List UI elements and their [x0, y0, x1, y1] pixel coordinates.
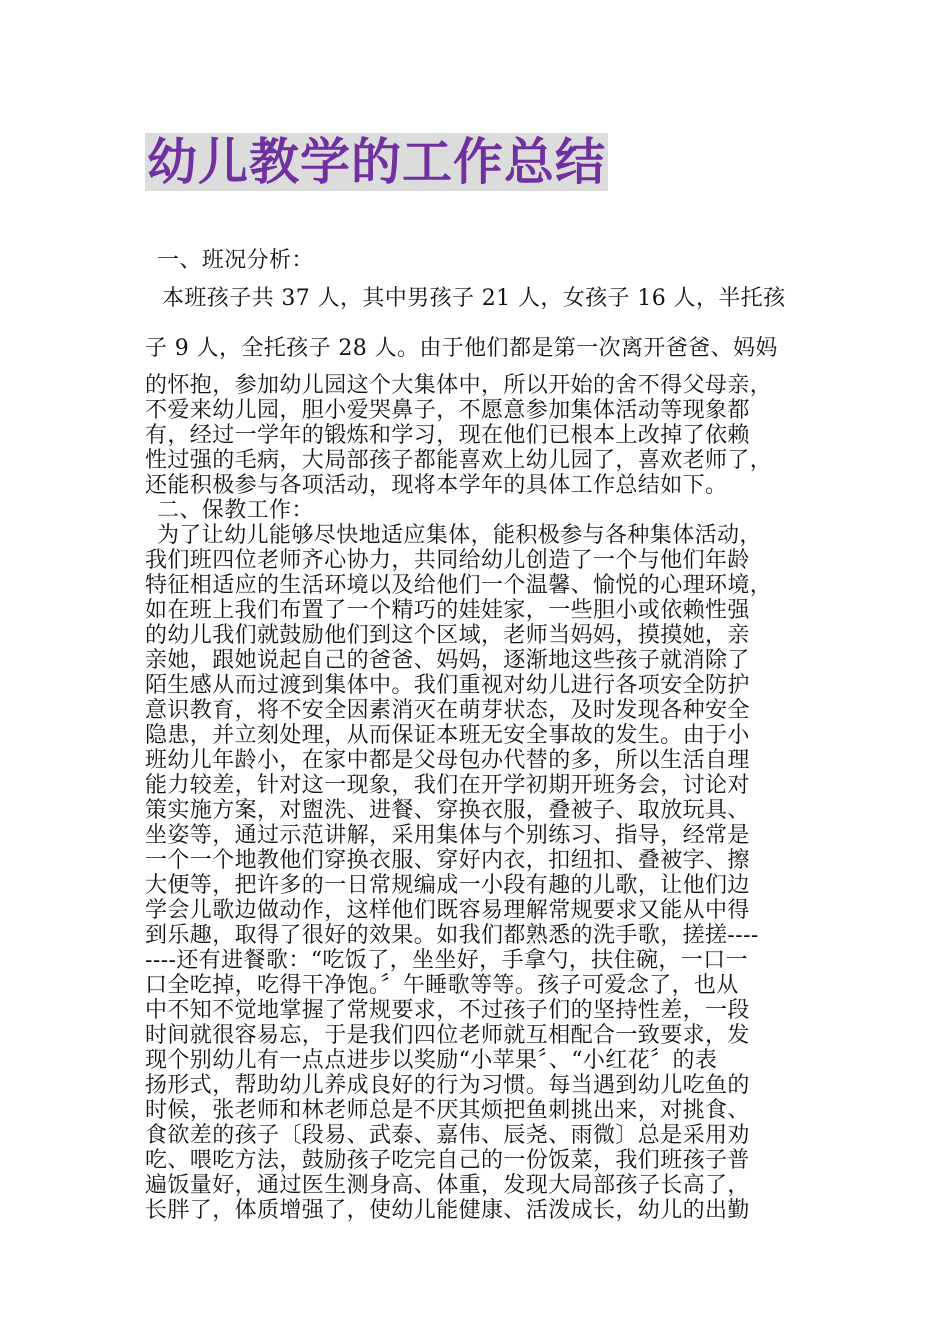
- paragraph-line: 口全吃掉，吃得干净饱。〞午睡歌等等。孩子可爱念了，也从: [145, 973, 739, 998]
- paragraph-line: 学会儿歌边做动作，这样他们既容易理解常规要求又能从中得: [145, 898, 750, 923]
- paragraph-line: 大便等，把许多的一日常规编成一小段有趣的儿歌，让他们边: [145, 873, 750, 898]
- paragraph-line: 长胖了，体质增强了，使幼儿能健康、活泼成长，幼儿的出勤: [145, 1198, 750, 1223]
- paragraph-line: 有，经过一学年的锻炼和学习，现在他们已根本上改掉了依赖: [145, 423, 750, 448]
- section-heading-care-education: 二、保教工作：: [157, 498, 314, 523]
- paragraph-line: 性过强的毛病，大局部孩子都能喜欢上幼儿园了，喜欢老师了，: [145, 448, 773, 473]
- paragraph-line: 一个一个地教他们穿换衣服、穿好内衣，扣纽扣、叠被字、擦: [145, 848, 750, 873]
- paragraph-line: 时间就很容易忘，于是我们四位老师就互相配合一致要求，发: [145, 1023, 750, 1048]
- paragraph-line: 能力较差，针对这一现象，我们在开学初期开班务会，讨论对: [145, 773, 750, 798]
- paragraph-line: 还能积极参与各项活动，现将本学年的具体工作总结如下。: [145, 473, 728, 498]
- paragraph-line: 策实施方案，对盥洗、进餐、穿换衣服，叠被子、取放玩具、: [145, 798, 750, 823]
- paragraph-line: 班幼儿年龄小，在家中都是父母包办代替的多，所以生活自理: [145, 748, 750, 773]
- paragraph-line: 意识教育，将不安全因素消灭在萌芽状态，及时发现各种安全: [145, 698, 750, 723]
- paragraph-line: 吃、喂吃方法，鼓励孩子吃完自己的一份饭菜，我们班孩子普: [145, 1148, 750, 1173]
- paragraph-line: 的怀抱，参加幼儿园这个大集体中，所以开始的舍不得父母亲，: [145, 373, 773, 398]
- paragraph-line: 不爱来幼儿园，胆小爱哭鼻子，不愿意参加集体活动等现象都: [145, 398, 750, 423]
- paragraph-line: 我们班四位老师齐心协力，共同给幼儿创造了一个与他们年龄: [145, 548, 750, 573]
- paragraph-line: 隐患，并立刻处理，从而保证本班无安全事故的发生。由于小: [145, 723, 750, 748]
- paragraph-line: 中不知不觉地掌握了常规要求，不过孩子们的坚持性差，一段: [145, 998, 750, 1023]
- section-heading-class-analysis: 一、班况分析：: [157, 248, 314, 273]
- paragraph-line: 扬形式，帮助幼儿养成良好的行为习惯。每当遇到幼儿吃鱼的: [145, 1073, 750, 1098]
- paragraph-line: 为了让幼儿能够尽快地适应集体，能积极参与各种集体活动，: [157, 523, 762, 548]
- paragraph-line: 如在班上我们布置了一个精巧的娃娃家，一些胆小或依赖性强: [145, 598, 750, 623]
- document-title: 幼儿教学的工作总结: [147, 133, 606, 191]
- paragraph-line: 陌生感从而过渡到集体中。我们重视对幼儿进行各项安全防护: [145, 673, 750, 698]
- paragraph-line: 本班孩子共 37 人，其中男孩子 21 人，女孩子 16 人，半托孩: [162, 286, 786, 311]
- paragraph-line: 的幼儿我们就鼓励他们到这个区域，老师当妈妈，摸摸她，亲: [145, 623, 750, 648]
- paragraph-line: 食欲差的孩子〔段易、武泰、嘉伟、辰尧、雨微〕总是采用劝: [145, 1123, 750, 1148]
- paragraph-line: 时候，张老师和林老师总是不厌其烦把鱼刺挑出来，对挑食、: [145, 1098, 750, 1123]
- paragraph-line: 到乐趣，取得了很好的效果。如我们都熟悉的洗手歌，搓搓----: [145, 923, 759, 948]
- paragraph-line: 亲她，跟她说起自己的爸爸、妈妈，逐渐地这些孩子就消除了: [145, 648, 750, 673]
- paragraph-line: 坐姿等，通过示范讲解，采用集体与个别练习、指导，经常是: [145, 823, 750, 848]
- paragraph-line: 现个别幼儿有一点点进步以奖励“小苹果〞、“小红花〞的表: [145, 1048, 718, 1073]
- paragraph-line: 遍饭量好，通过医生测身高、体重，发现大局部孩子长高了，: [145, 1173, 750, 1198]
- paragraph-line: ----还有进餐歌：“吃饭了，坐坐好，手拿勺，扶住碗，一口一: [145, 948, 748, 973]
- paragraph-line: 特征相适应的生活环境以及给他们一个温馨、愉悦的心理环境，: [145, 573, 773, 598]
- paragraph-line: 子 9 人，全托孩子 28 人。由于他们都是第一次离开爸爸、妈妈: [145, 336, 778, 361]
